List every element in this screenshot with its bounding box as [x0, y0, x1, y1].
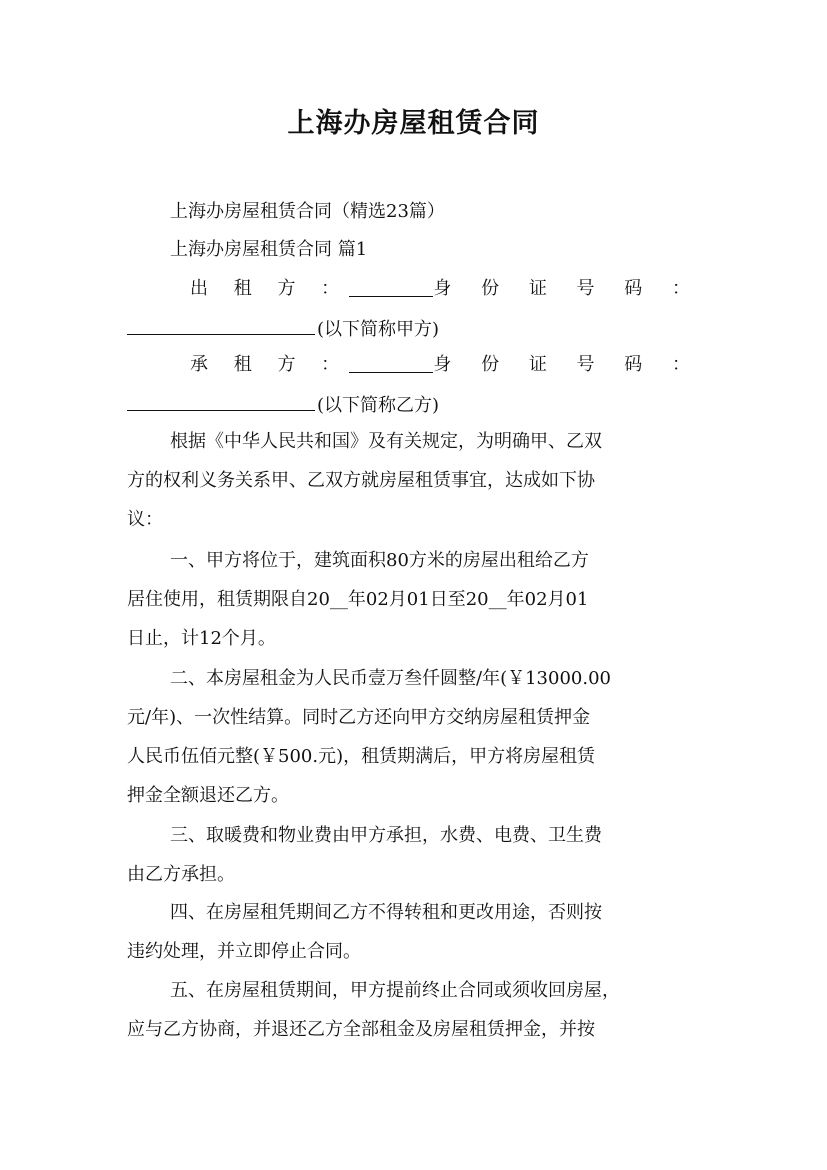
lessee-row [190, 346, 702, 384]
body-line: 方的权利义务关系甲、乙双方就房屋租赁事宜，达成如下协 [127, 470, 595, 491]
document-title: 上海办房屋租赁合同 [287, 108, 540, 139]
body-line: 五、在房屋租赁期间，甲方提前终止合同或须收回房屋， [170, 980, 620, 1001]
lessor-id-label: 身 份 证 号 码 ： [433, 278, 702, 299]
body-line: 二、本房屋租金为人民币壹万叁仟圆整/年(￥13000.00 [170, 668, 611, 689]
body-line: 议： [127, 509, 163, 530]
body-line: 由乙方承担。 [127, 864, 235, 885]
body-line: 根据《中华人民共和国》及有关规定，为明确甲、乙双 [170, 431, 602, 452]
body-line: 押金全额退还乙方。 [127, 785, 289, 806]
lessee-label: 承 租 方 ： [190, 354, 350, 375]
section-heading: 上海办房屋租赁合同 篇1 [170, 239, 368, 260]
lessor-row [190, 270, 702, 308]
lessor-suffix: (以下简称甲方) [317, 319, 440, 340]
lessor-label: 出 租 方 ： [190, 278, 350, 299]
lessee-suffix: (以下简称乙方) [317, 395, 440, 416]
lessee-id-row [127, 384, 702, 425]
lessee-name-blank [349, 346, 433, 373]
body-line: 元/年)、一次性结算。同时乙方还向甲方交纳房屋租赁押金 [127, 707, 591, 728]
lessee-id-label: 身 份 证 号 码 ： [433, 354, 702, 375]
lessee-id-blank [127, 384, 315, 411]
body-line: 应与乙方协商，并退还乙方全部租金及房屋租赁押金，并按 [127, 1019, 595, 1040]
body-line: 日止，计12个月。 [127, 628, 276, 649]
lessor-name-blank [349, 270, 433, 297]
lessor-id-row [127, 308, 702, 349]
body-line: 一、甲方将位于，建筑面积80方米的房屋出租给乙方 [170, 550, 589, 571]
body-line: 四、在房屋租凭期间乙方不得转租和更改用途，否则按 [170, 902, 602, 923]
body-line: 人民币伍佰元整(￥500.元)，租赁期满后，甲方将房屋租赁 [127, 746, 596, 767]
lessor-id-blank [127, 308, 315, 335]
body-line: 三、取暖费和物业费由甲方承担，水费、电费、卫生费 [170, 825, 602, 846]
body-line: 居住使用，租赁期限自20__年02月01日至20__年02月01 [127, 589, 589, 610]
body-line: 违约处理，并立即停止合同。 [127, 941, 361, 962]
document-subtitle: 上海办房屋租赁合同（精选23篇） [170, 201, 445, 222]
